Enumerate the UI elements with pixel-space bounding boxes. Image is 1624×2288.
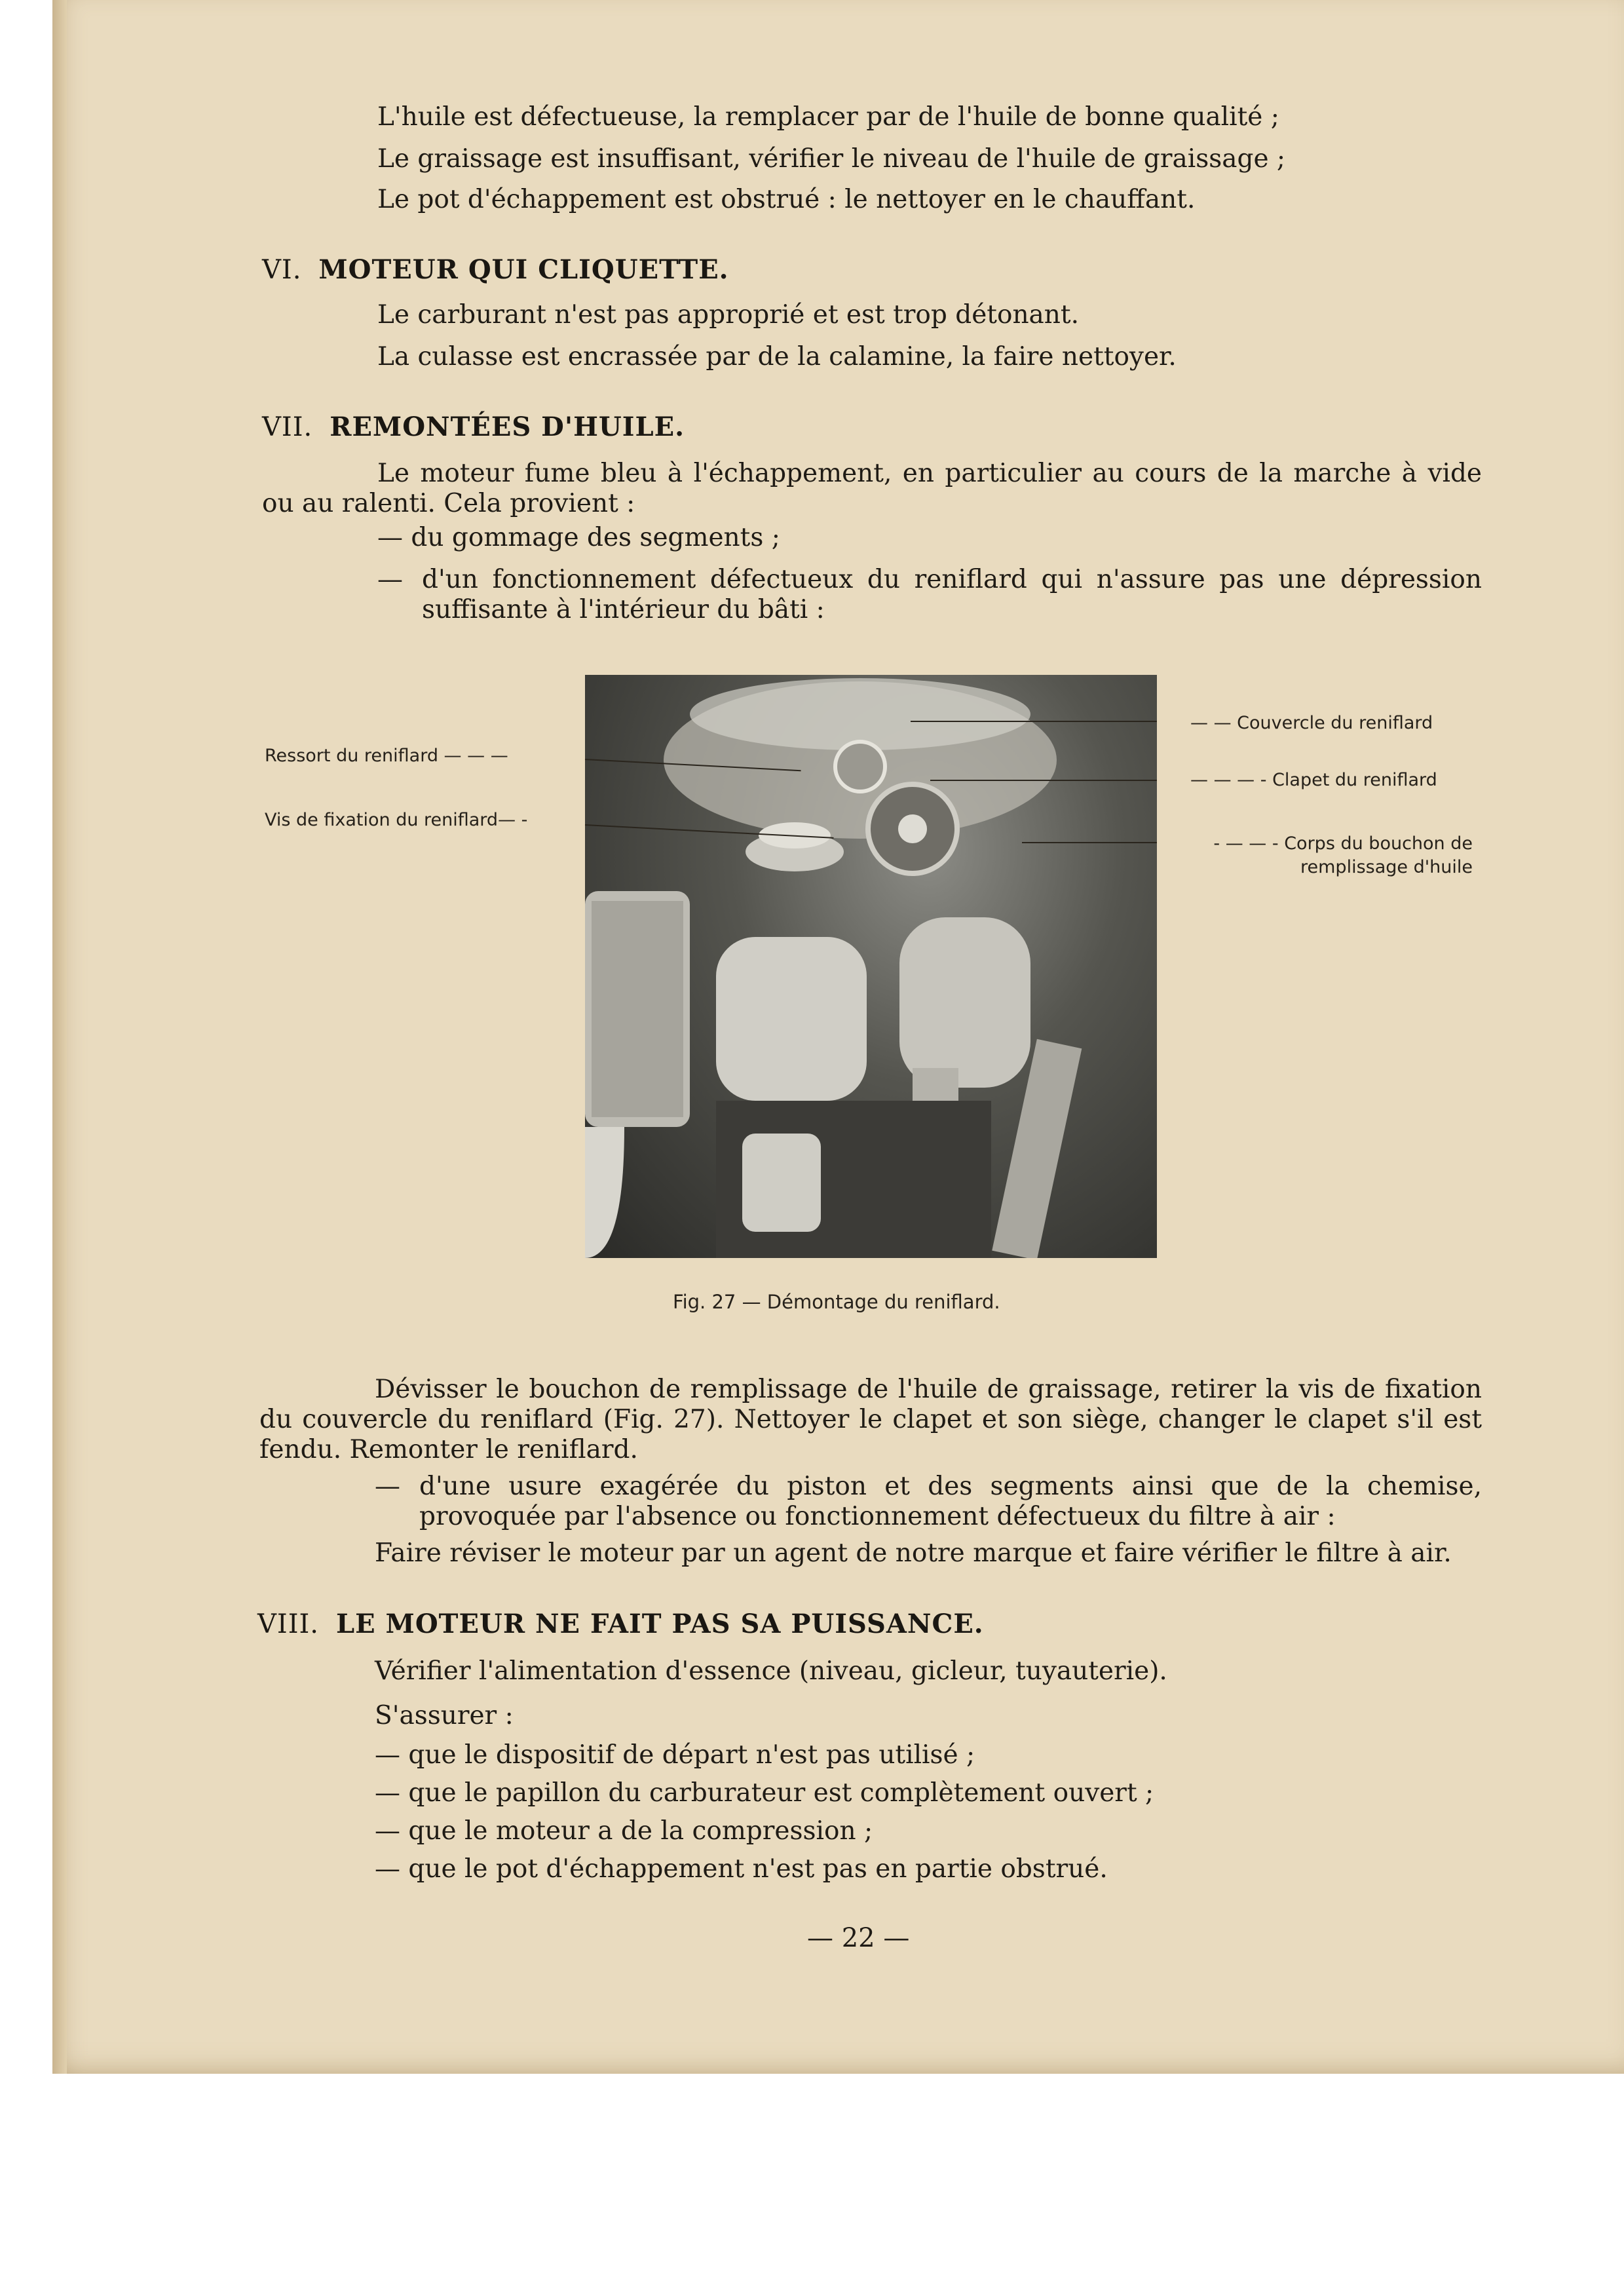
figure-photo [585,675,1157,1258]
section-vii-number: VII. [262,412,313,442]
intro-line-3: Le pot d'échappement est obstrué : le nettoyer en le chauffant. [377,185,1196,214]
label-corps-bouchon: - — — - Corps du bouchon de remplissage d'huile [1213,833,1473,877]
figure-caption: Fig. 27 — Démontage du reniflard. [673,1291,1000,1313]
section-vii-item-2-dash: — [377,565,403,594]
section-vi-line-1: Le carburant n'est pas approprié et est trop détonant. [377,300,1079,330]
intro-line-1: L'huile est défectueuse, la remplacer par de l'huile de bonne qualité ; [377,102,1279,132]
section-vi-number: VI. [262,255,302,285]
section-vi-title: MOTEUR QUI CLIQUETTE. [318,254,729,285]
after-figure-item-dash: — [375,1472,400,1501]
section-vi-heading [262,254,729,285]
label-clapet-reniflard: — — — - Clapet du reniflard [1190,770,1437,790]
section-viii-heading [257,1609,984,1639]
section-viii-item-3: — que le moteur a de la compression ; [375,1816,873,1846]
label-couvercle-reniflard: — — Couvercle du reniflard [1190,713,1433,733]
section-viii-item-1: — que le dispositif de départ n'est pas utilisé ; [375,1740,975,1770]
section-vii-title: REMONTÉES D'HUILE. [330,411,685,442]
engine-illustration [585,675,1157,1258]
section-vii-item-2: d'un fonctionnement défectueux du reniflard qui n'assure pas une dépression suffisante à l'intérieur du bâti : [422,565,1482,624]
section-vii-paragraph: Le moteur fume bleu à l'échappement, en particulier au cours de la marche à vide ou au ralenti. Cela provient : [262,459,1482,518]
section-viii-item-2: — que le papillon du carburateur est complètement ouvert ; [375,1778,1154,1808]
after-figure-item: d'une usure exagérée du piston et des segments ainsi que de la chemise, provoquée par l'absence ou fonctionnement défectueux du filtre à air : [419,1472,1482,1531]
leader-clapet [930,780,1157,781]
label-ressort-reniflard: Ressort du reniflard — — — [265,746,508,766]
section-viii-item-4: — que le pot d'échappement n'est pas en partie obstrué. [375,1854,1108,1884]
leader-corps [1022,842,1157,843]
section-viii-line-2: S'assurer : [375,1701,514,1730]
section-vii-heading [262,411,685,442]
section-vii-item-1: — du gommage des segments ; [377,523,780,552]
page-number: — 22 — [807,1923,910,1953]
section-viii-title: LE MOTEUR NE FAIT PAS SA PUISSANCE. [336,1609,984,1639]
section-viii-line-1: Vérifier l'alimentation d'essence (niveau, gicleur, tuyauterie). [375,1656,1167,1686]
section-vi-line-2: La culasse est encrassée par de la calamine, la faire nettoyer. [377,342,1177,372]
after-figure-advice: Faire réviser le moteur par un agent de notre marque et faire vérifier le filtre à air. [375,1538,1452,1568]
label-vis-fixation-reniflard: Vis de fixation du reniflard— - [265,810,528,830]
paper-edge [52,0,67,2074]
leader-couvercle [911,721,1157,722]
section-viii-number: VIII. [257,1609,320,1639]
intro-line-2: Le graissage est insuffisant, vérifier le niveau de l'huile de graissage ; [377,144,1286,174]
after-figure-paragraph: Dévisser le bouchon de remplissage de l'huile de graissage, retirer la vis de fixation du couvercle du reniflard (Fig. 27). Nettoyer le clapet et son siège, changer le clapet s'il est fendu. Remonter le reniflard. [259,1375,1482,1464]
